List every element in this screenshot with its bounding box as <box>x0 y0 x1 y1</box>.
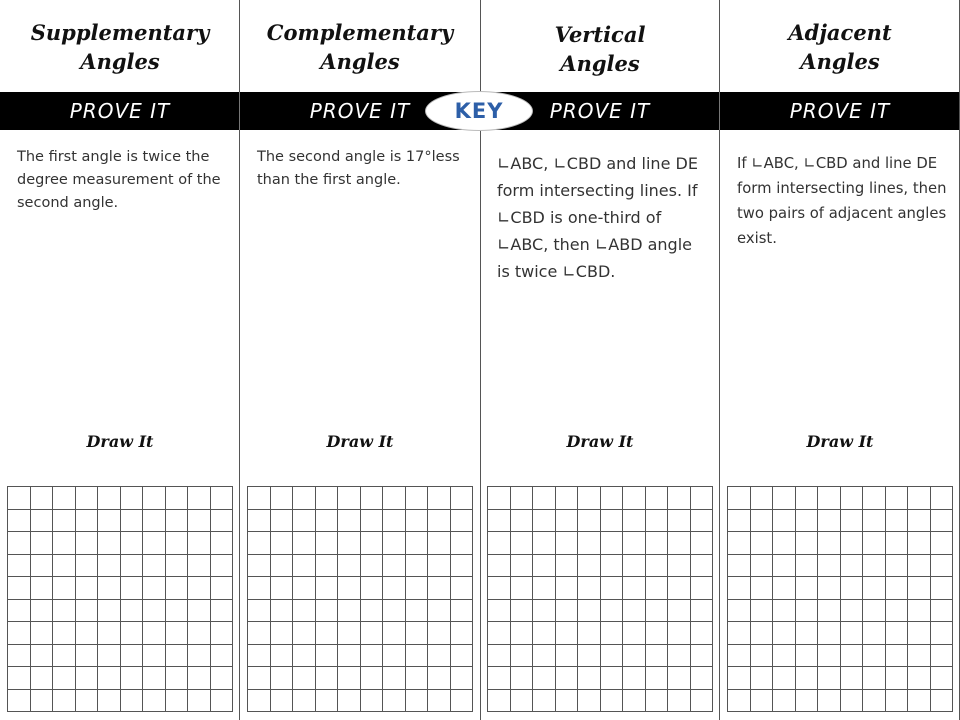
draw-it-label: Draw It <box>326 432 394 451</box>
column-title: Supplementary Angles <box>30 20 210 74</box>
band-divider <box>719 92 720 130</box>
draw-it-label: Draw It <box>86 432 154 451</box>
draw-it-label: Draw It <box>566 432 634 451</box>
prove-it-label: PROVE IT <box>69 99 171 123</box>
drawing-grid[interactable] <box>7 486 233 712</box>
band-divider <box>239 92 240 130</box>
column-title: Vertical Angles <box>554 22 646 76</box>
prove-it-prompt: If ∟ABC, ∟CBD and line DE form intersecting lines, then two pairs of adjacent angles exist. <box>737 155 947 247</box>
column-title: Adjacent Angles <box>788 20 892 74</box>
prove-it-label: PROVE IT <box>309 99 411 123</box>
column-title: Complementary Angles <box>266 20 454 74</box>
prove-it-prompt: The first angle is twice the degree measurement of the second angle. <box>17 149 221 211</box>
draw-it-label: Draw It <box>806 432 874 451</box>
grid-svg <box>727 486 953 712</box>
prove-it-prompt: ∟ABC, ∟CBD and line DE form intersecting lines. If ∟CBD is one-third of ∟ABC, then ∟ABD angle is twice ∟CBD. <box>497 154 698 281</box>
drawing-grid[interactable] <box>247 486 473 712</box>
prove-it-prompt: The second angle is 17°less than the first angle. <box>257 149 460 188</box>
grid-svg <box>247 486 473 712</box>
prove-it-label: PROVE IT <box>549 99 651 123</box>
drawing-grid[interactable] <box>487 486 713 712</box>
grid-svg <box>7 486 233 712</box>
answer-key-badge: KEY <box>425 91 533 131</box>
grid-svg <box>487 486 713 712</box>
prove-it-label: PROVE IT <box>789 99 891 123</box>
drawing-grid[interactable] <box>727 486 953 712</box>
